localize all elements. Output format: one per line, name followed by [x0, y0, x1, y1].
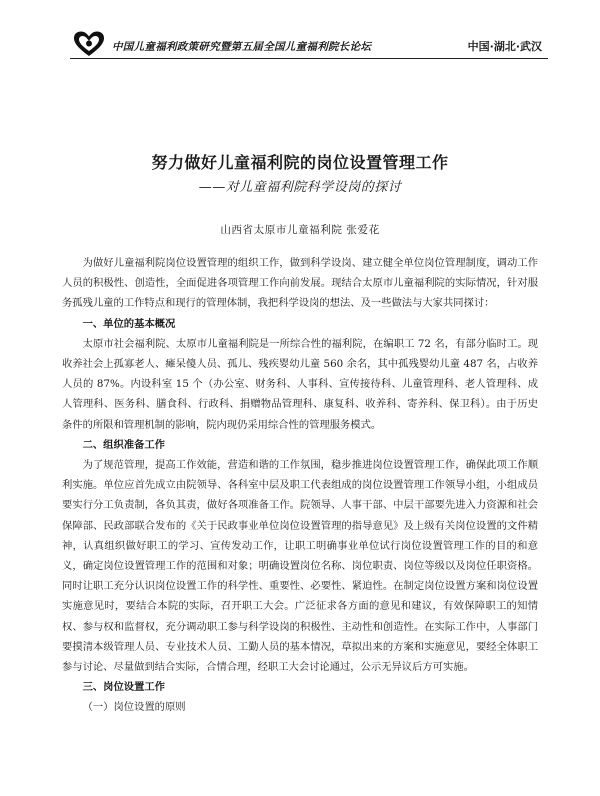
- section-heading-1: 一、单位的基本概况: [82, 317, 176, 330]
- section-heading-3: 三、岗位设置工作: [82, 681, 165, 694]
- section-heading-2: 二、组织准备工作: [82, 438, 165, 451]
- article-body: [62, 253, 538, 718]
- section-2-paragraph: 为了规范管理，提高工作效能，营造和谐的工作氛围，稳步推进岗位设置管理工作，确保此项工作顺利实施。单位应首先成立由院领导、各科室中层及职工代表组成的岗位设置管理工作领导小组，小组成员要实行分工负责制，各负其责，做好各项准备工作。院领导、人事干部、中层干部要先进入力资源和社会保障部、民政部联合发布的《关于民政事业单位岗位设置管理的指导意见》及上级有关岗位设置的文件精神，认真组织做好职工的学习、宣传发动工作，让职工明确事业单位试行岗位设置管理工作的目的和意义，确定岗位设置管理工作的范围和对象；明确设置岗位名称、岗位职责、岗位等级以及岗位任职资格。同时让职工充分认识岗位设置工作的科学性、重要性、必要性、紧迫性。在制定岗位设置方案和岗位设置实施意见时，要结合本院的实际，召开职工大会。广泛征求各方面的意见和建议，有效保障职工的知情权、参与权和监督权，充分调动职工参与科学设岗的积极性、主动性和创造性。在实际工作中，人事部门要摸清本级管理人员、专业技术人员、工勤人员的基本情况，草拟出来的方案和实施意见，要经全体职工参与讨论、尽量做到结合实际，合情合理，经职工大会讨论通过，公示无异议后方可实施。: [62, 459, 538, 674]
- section-1-paragraph: 太原市社会福利院、太原市儿童福利院是一所综合性的福利院，在编职工 72 名，有部分临时工。现收养社会上孤寡老人、瘫呆傻人员、孤儿、残疾婴幼儿童 560 余名，其中孤残婴幼儿童 487 名，占收养人员的 87%。内设科室 15 个（办公室、财务科、人事科、宣传接待科、儿童管理科、老人管理科、成人管理科、医务科、膳食科、行政科、捐赠物品管理科、康复科、收养科、寄养科、保卫科）。由于历史条件的所限和管理机制的影响，院内现仍采用综合性的管理服务模式。: [62, 337, 538, 431]
- subsection-heading: （一）岗位设置的原则: [82, 701, 186, 714]
- article-subtitle: ——对儿童福利院科学设岗的探讨: [198, 180, 402, 195]
- article-author: 山西省太原市儿童福利院 张爱花: [220, 224, 380, 236]
- charity-heart-logo-icon: [72, 30, 106, 58]
- intro-paragraph: 为做好儿童福利院岗位设置管理的组织工作，做到科学设岗、建立健全单位岗位管理制度，调动工作人员的积极性、创造性，全面促进各项管理工作向前发展。现结合太原市儿童福利院的实际情况，针对服务孤残儿童的工作特点和现行的管理体制，我把科学设岗的想法、及一些做法与大家共同探讨：: [62, 257, 538, 310]
- page-header: [0, 0, 600, 70]
- article-title: 努力做好儿童福利院的岗位设置管理工作: [151, 153, 449, 172]
- conference-location: 中国·湖北·武汉: [467, 40, 542, 53]
- conference-title: 中国儿童福利政策研究暨第五届全国儿童福利院长论坛: [112, 41, 372, 53]
- header-divider: [70, 58, 548, 59]
